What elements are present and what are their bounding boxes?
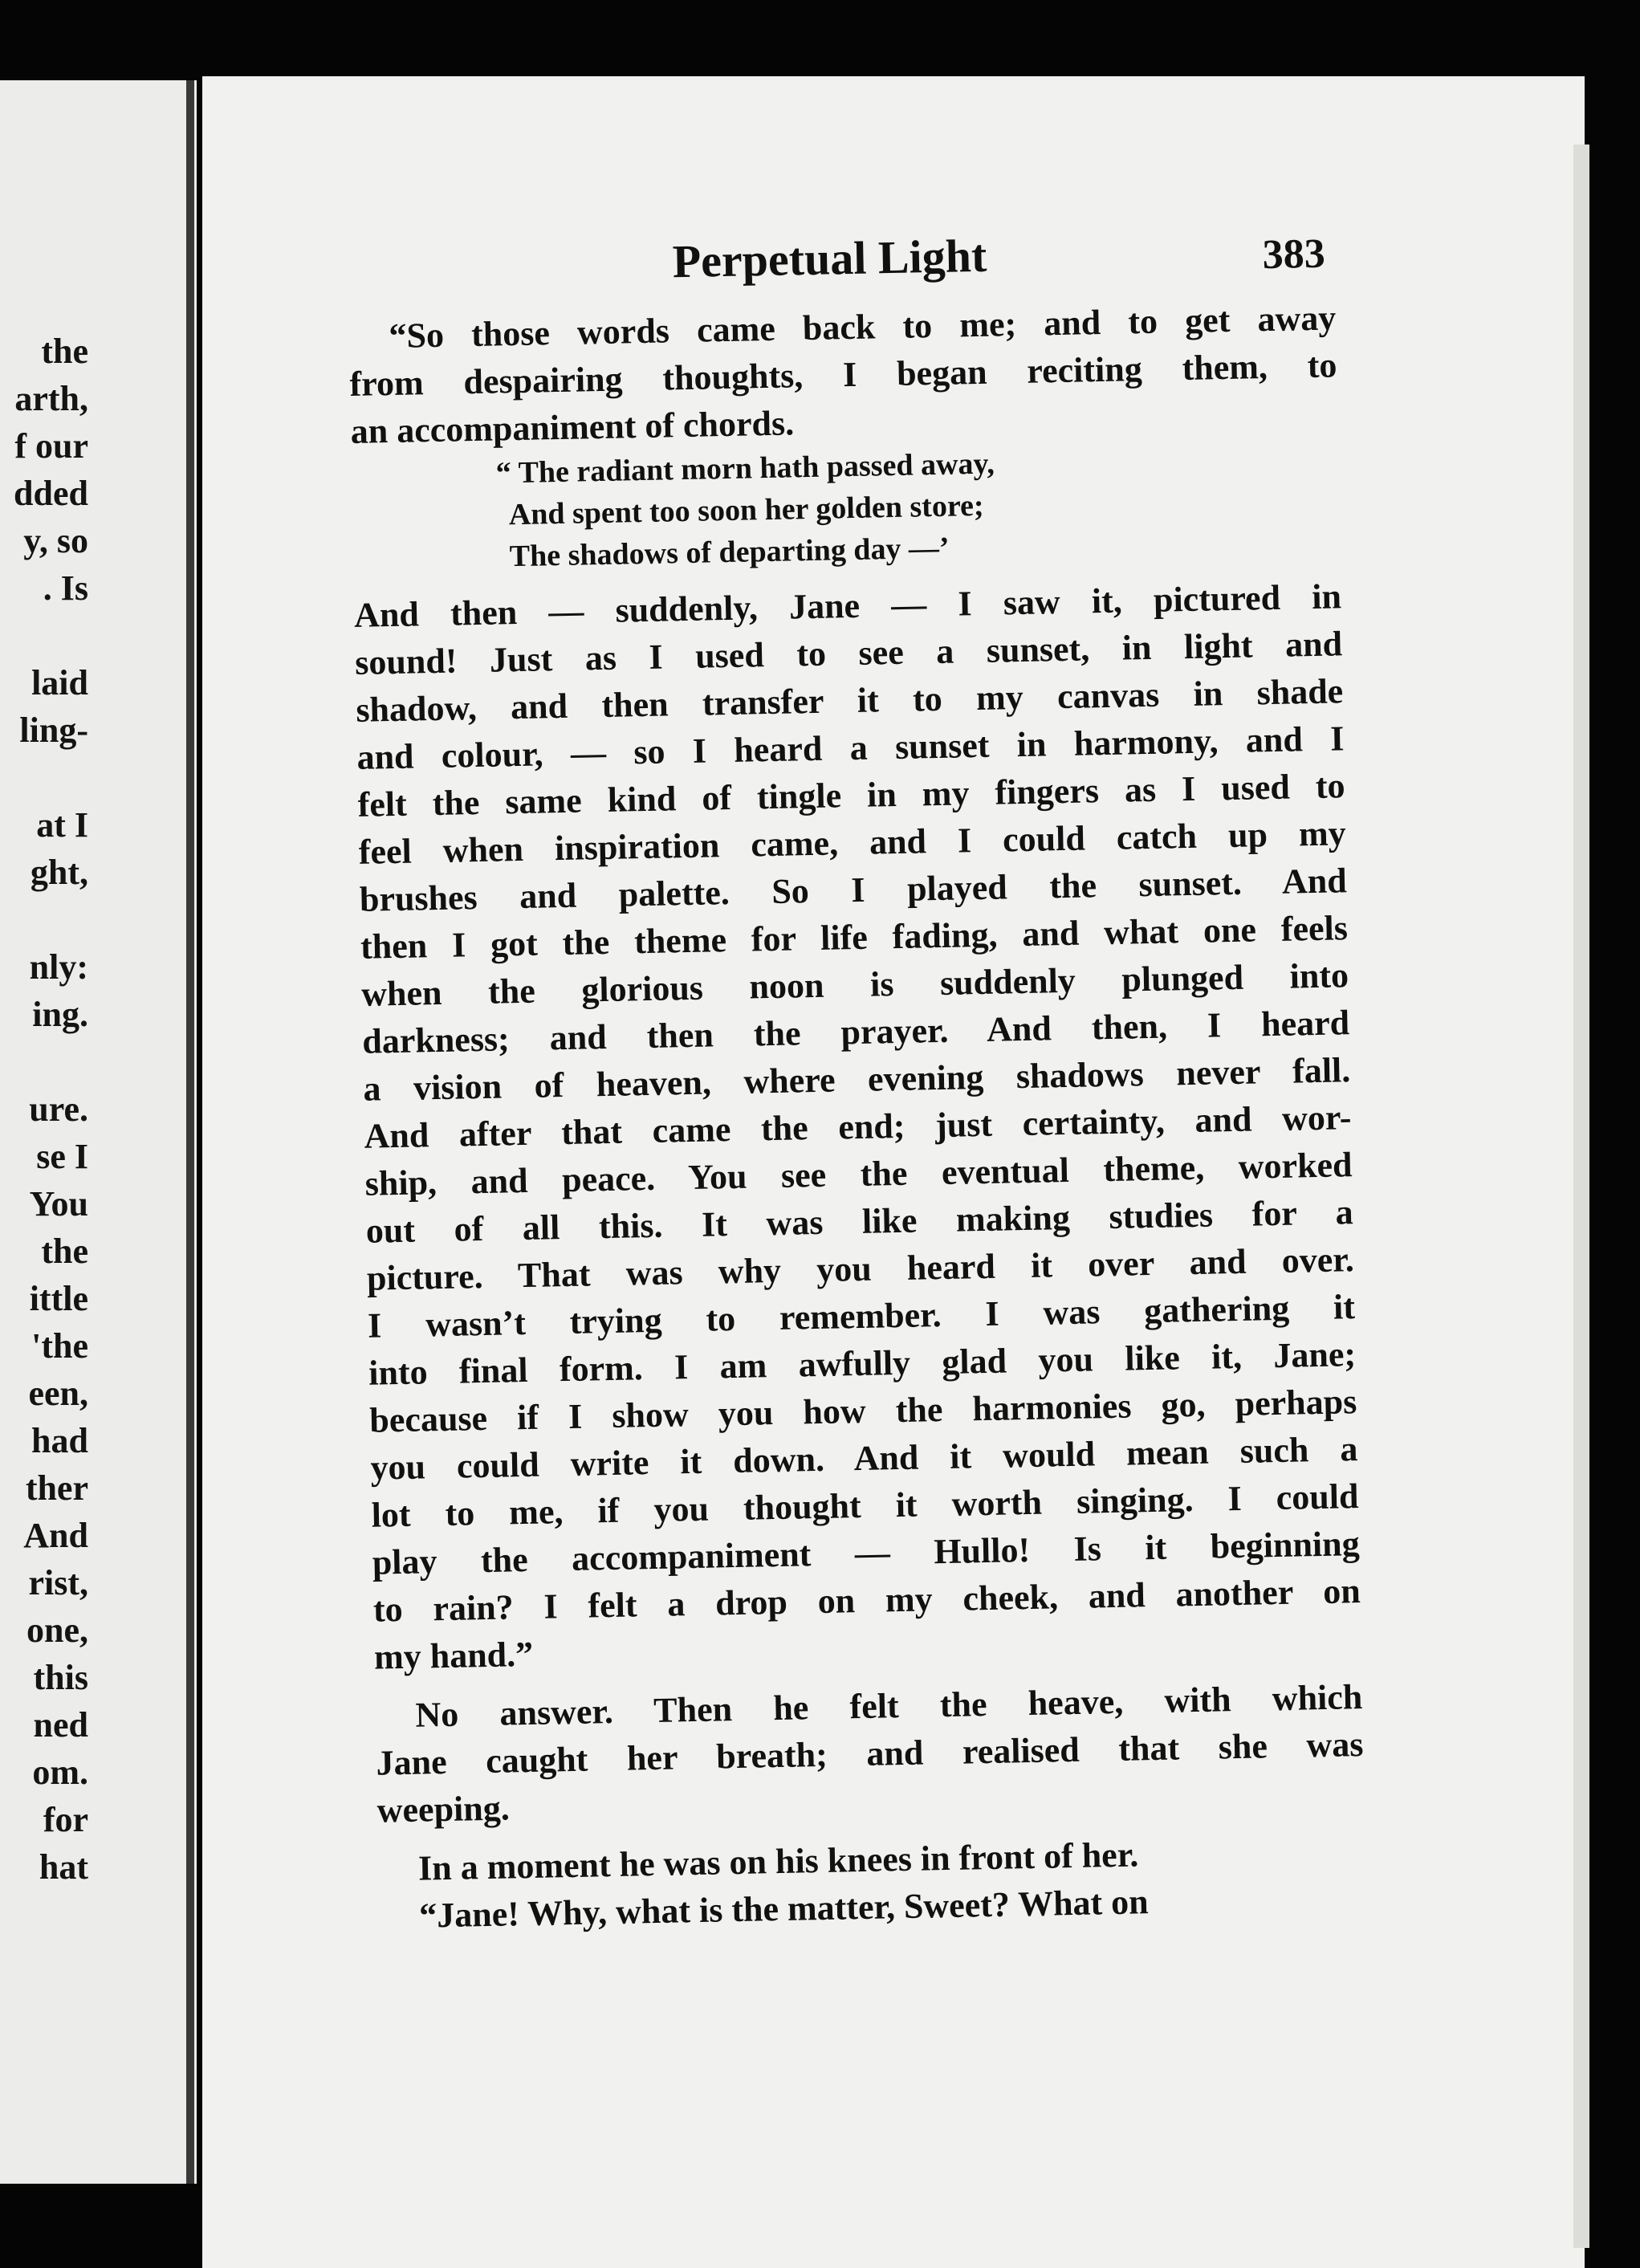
page-text — [347, 214, 1367, 1940]
text-line: feel when inspiration came, and I could catch up my — [358, 813, 1347, 872]
left-page-fragment: had — [31, 1421, 88, 1460]
page-number: 383 — [1262, 230, 1326, 279]
paragraph-2 — [354, 572, 1362, 1680]
left-page-fragment: at I — [36, 805, 88, 845]
left-page-fragment: one, — [26, 1610, 88, 1650]
left-page-fragment: ling- — [19, 711, 88, 750]
left-page-fragment: hat — [39, 1847, 88, 1887]
page-edge — [1573, 145, 1589, 2248]
text-line: and colour, — so I heard a sunset in harmony, and I — [356, 719, 1345, 777]
verse-line: The shadows of departing day —’ — [509, 531, 950, 574]
text-line: sound! Just as I used to see a sunset, in light and — [354, 624, 1343, 682]
left-page-fragment: ned — [33, 1705, 88, 1745]
left-page-fragment: om. — [32, 1753, 88, 1792]
paragraph-3 — [375, 1673, 1365, 1834]
text-line: into final form. I am awfully glad you like it, Jane; — [368, 1334, 1357, 1393]
left-page-fragment: nly: — [29, 947, 88, 987]
left-page-fragment: laid — [31, 663, 88, 702]
text-line: to rain? I felt a drop on my cheek, and another on — [372, 1571, 1361, 1630]
running-title: Perpetual Light — [672, 229, 987, 288]
left-page-fragment: ing. — [32, 995, 88, 1034]
text-line: No answer. Then he felt the heave, with which — [414, 1677, 1363, 1735]
book-gutter — [186, 80, 194, 2184]
left-page-fragment: f our — [14, 426, 88, 466]
paragraph-1 — [348, 294, 1338, 455]
verse-line: And spent too soon her golden store; — [508, 488, 984, 532]
left-page-fragment: for — [43, 1800, 88, 1839]
text-line: In a moment he was on his knees in front of her. — [417, 1834, 1139, 1888]
left-page-fragment: this — [33, 1658, 88, 1697]
text-line: Jane caught her breath; and realised that she was — [376, 1724, 1364, 1783]
left-page-fragment: the — [41, 332, 88, 371]
text-line: lot to me, if you thought it worth singing. I could — [371, 1476, 1359, 1535]
text-line: I wasn’t trying to remember. I was gathering it — [367, 1287, 1356, 1346]
text-line: then I got the theme for life fading, and what one feels — [360, 908, 1349, 967]
text-line: brushes and palette. So I played the sunset. And — [359, 861, 1348, 919]
left-page-fragment: ght, — [30, 853, 88, 892]
left-page-text-fragments — [0, 328, 88, 1891]
text-line: And then — suddenly, Jane — I saw it, pictured in — [353, 576, 1342, 635]
text-line: when the glorious noon is suddenly plunged into — [360, 955, 1349, 1014]
left-page-fragment: the — [41, 1232, 88, 1271]
text-line: And after that came the end; just certainty, and wor- — [364, 1097, 1352, 1156]
text-line: picture. That was why you heard it over and over. — [366, 1240, 1355, 1298]
text-line: from despairing thoughts, I began reciting them, to — [349, 345, 1337, 404]
text-line: “Jane! Why, what is the matter, Sweet? What on — [418, 1882, 1150, 1936]
left-page-fragment: dded — [14, 474, 88, 513]
text-line: you could write it down. And it would mean such a — [370, 1429, 1358, 1488]
left-page-fragment: se I — [36, 1137, 88, 1176]
left-page-fragment: ittle — [29, 1279, 88, 1318]
left-page-fragment: You — [29, 1184, 88, 1224]
left-page-fragment: een, — [28, 1374, 88, 1413]
text-line: my hand.” — [373, 1634, 534, 1677]
text-line: felt the same kind of tingle in my fingers as I used to — [357, 766, 1345, 825]
text-line: out of all this. It was like making studies for a — [365, 1192, 1354, 1251]
left-page-fragment: . Is — [43, 568, 88, 608]
left-page-fragment: ure. — [29, 1089, 88, 1129]
text-line: a vision of heaven, where evening shadows never fall. — [363, 1050, 1351, 1109]
text-line: weeping. — [376, 1788, 511, 1830]
text-line: because if I show you how the harmonies go, perhaps — [368, 1382, 1357, 1440]
text-line: shadow, and then transfer it to my canvas in shade — [355, 671, 1344, 730]
text-line: an accompaniment of chords. — [350, 403, 795, 451]
left-page-fragment — [0, 754, 88, 801]
text-line: play the accompaniment — Hullo! Is it beginning — [372, 1524, 1361, 1582]
left-page-fragment — [0, 896, 88, 943]
text-line: ship, and peace. You see the eventual theme, worked — [364, 1145, 1353, 1203]
left-page-fragment: rist, — [28, 1563, 88, 1602]
left-page-fragment: arth, — [14, 379, 88, 418]
left-page-fragment: ther — [25, 1468, 88, 1508]
verse-line: “ The radiant morn hath passed away, — [495, 446, 995, 491]
verse-quote — [351, 436, 1341, 580]
text-line: darkness; and then the prayer. And then, I heard — [361, 1003, 1350, 1061]
left-page-fragment — [0, 612, 88, 659]
left-page-fragment — [0, 1038, 88, 1085]
left-page-fragment: y, so — [23, 521, 88, 560]
left-page-fragment: 'the — [31, 1326, 88, 1366]
left-page-fragment: And — [23, 1516, 88, 1555]
text-line: “So those words came back to me; and to get away — [389, 298, 1337, 356]
